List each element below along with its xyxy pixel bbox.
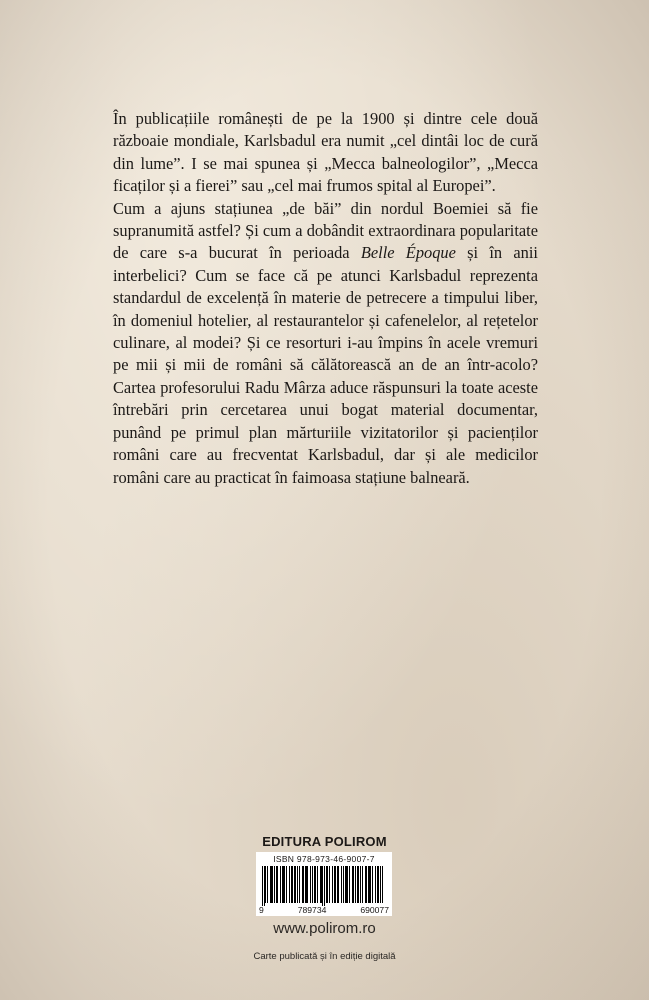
barcode-bar xyxy=(372,866,373,903)
publisher-name: EDITURA POLIROM xyxy=(262,834,387,849)
barcode-bar xyxy=(332,866,333,903)
barcode-bar xyxy=(345,866,346,903)
barcode-bar xyxy=(295,866,296,903)
barcode-bar xyxy=(283,866,284,903)
publisher-website: www.polirom.ro xyxy=(273,920,376,937)
barcode-bar xyxy=(276,866,277,903)
barcode-bar xyxy=(284,866,285,903)
barcode-bar xyxy=(299,866,300,903)
barcode-bar xyxy=(327,866,328,903)
barcode-bar xyxy=(324,866,325,906)
barcode-bar xyxy=(352,866,353,903)
blurb-paragraph-2 xyxy=(113,198,538,489)
barcode-bar xyxy=(360,866,361,903)
barcode-bar xyxy=(375,866,376,903)
digital-edition-note: Carte publicată și în ediție digitală xyxy=(253,951,396,962)
barcode-bar xyxy=(322,866,323,906)
barcode-bar xyxy=(272,866,273,903)
barcode-bar xyxy=(370,866,371,903)
barcode-bar xyxy=(358,866,359,903)
barcode-bar xyxy=(377,866,378,903)
barcode-bar xyxy=(297,866,298,903)
barcode-bar xyxy=(306,866,307,903)
barcode-digit-group-2: 690077 xyxy=(360,905,389,915)
barcode-bar xyxy=(274,866,275,903)
barcode-bar xyxy=(312,866,313,903)
barcode-bar xyxy=(303,866,304,903)
barcode-bar xyxy=(302,866,303,903)
barcode-bar xyxy=(264,866,265,906)
barcode-bar xyxy=(335,866,336,903)
barcode-bar xyxy=(277,866,278,903)
barcode-bar xyxy=(320,866,321,903)
blurb-paragraph-2-end: și în anii interbelici? Cum se face că pe atunci Karlsbadul reprezenta standardul de excelență în materie de petrecere a timpului liber, în domeniul hotelier, al restaurantelor și cafenelelor, al rețetelor culinare, al modei? Și ce resorturi i-au împins în acele vremuri pe mii și mii de români să călătorească an de an într-acolo? Cartea profesorului Radu Mârza aduce răspunsuri la toate aceste întrebări prin cercetarea unui bogat material documentar, punând pe primul plan mărturiile vizitatorilor și pacienților români care au frecventat Karlsbadul, dar și ale medicilor români care au practicat în faimoasa stațiune balneară. xyxy=(113,243,538,487)
barcode-bar xyxy=(271,866,272,903)
barcode-bar xyxy=(334,866,335,903)
barcode-bar xyxy=(307,866,308,903)
barcode-bars xyxy=(262,866,386,906)
barcode-bar xyxy=(369,866,370,903)
barcode-bar xyxy=(289,866,290,903)
barcode-bar xyxy=(305,866,306,903)
blurb-italic-term: Belle Époque xyxy=(360,243,456,263)
barcode-bar xyxy=(365,866,366,903)
isbn-label: ISBN 978-973-46-9007-7 xyxy=(273,854,375,864)
barcode-bar xyxy=(382,866,383,903)
barcode-bar xyxy=(265,866,266,903)
barcode-digits xyxy=(256,905,392,915)
barcode-bar xyxy=(267,866,268,903)
barcode-bar xyxy=(362,866,363,903)
barcode-bar xyxy=(357,866,358,903)
barcode-bar xyxy=(270,866,271,903)
barcode-bar xyxy=(343,866,344,903)
blurb-paragraph-1: În publicațiile românești de pe la 1900 și dintre cele două războaie mondiale, Karlsbadul era numit „cel dintâi loc de cură din lume”. I se mai spunea și „Mecca balneologilor”, „Mecca ficaților și a fierei” sau „cel mai frumos spital al Europei”. xyxy=(113,109,538,196)
barcode-bar xyxy=(347,866,348,903)
barcode-bar xyxy=(346,866,347,903)
isbn-barcode xyxy=(256,852,392,916)
barcode-digit-lead: 9 xyxy=(259,905,264,915)
barcode-bar xyxy=(282,866,283,903)
barcode-bar xyxy=(355,866,356,903)
barcode-bar xyxy=(326,866,327,903)
barcode-bar xyxy=(291,866,292,903)
barcode-bar xyxy=(338,866,339,903)
barcode-bar xyxy=(280,866,281,903)
barcode-bar xyxy=(314,866,315,903)
barcode-bar xyxy=(349,866,350,903)
barcode-bar xyxy=(317,866,318,903)
blurb-paragraph-2-start: Cum a ajuns stațiunea „de băi” din nordul Boemiei să fie supranumită astfel? Și cum a dobândit extraordinara popularitate de care s-a bucurat în perioada xyxy=(113,198,538,263)
barcode-bar xyxy=(310,866,311,903)
barcode-bar xyxy=(368,866,369,903)
barcode-bar xyxy=(294,866,295,903)
barcode-bar xyxy=(262,866,263,906)
barcode-bar xyxy=(341,866,342,903)
barcode-bar xyxy=(366,866,367,903)
barcode-bar xyxy=(286,866,287,903)
barcode-bar xyxy=(321,866,322,903)
barcode-bar xyxy=(337,866,338,903)
barcode-bar xyxy=(380,866,381,903)
barcode-bar xyxy=(292,866,293,903)
barcode-digit-group-1: 789734 xyxy=(297,905,327,915)
barcode-bar xyxy=(353,866,354,903)
back-cover-blurb xyxy=(113,108,538,489)
barcode-bar xyxy=(378,866,379,903)
barcode-bar xyxy=(329,866,330,903)
barcode-bar xyxy=(315,866,316,903)
